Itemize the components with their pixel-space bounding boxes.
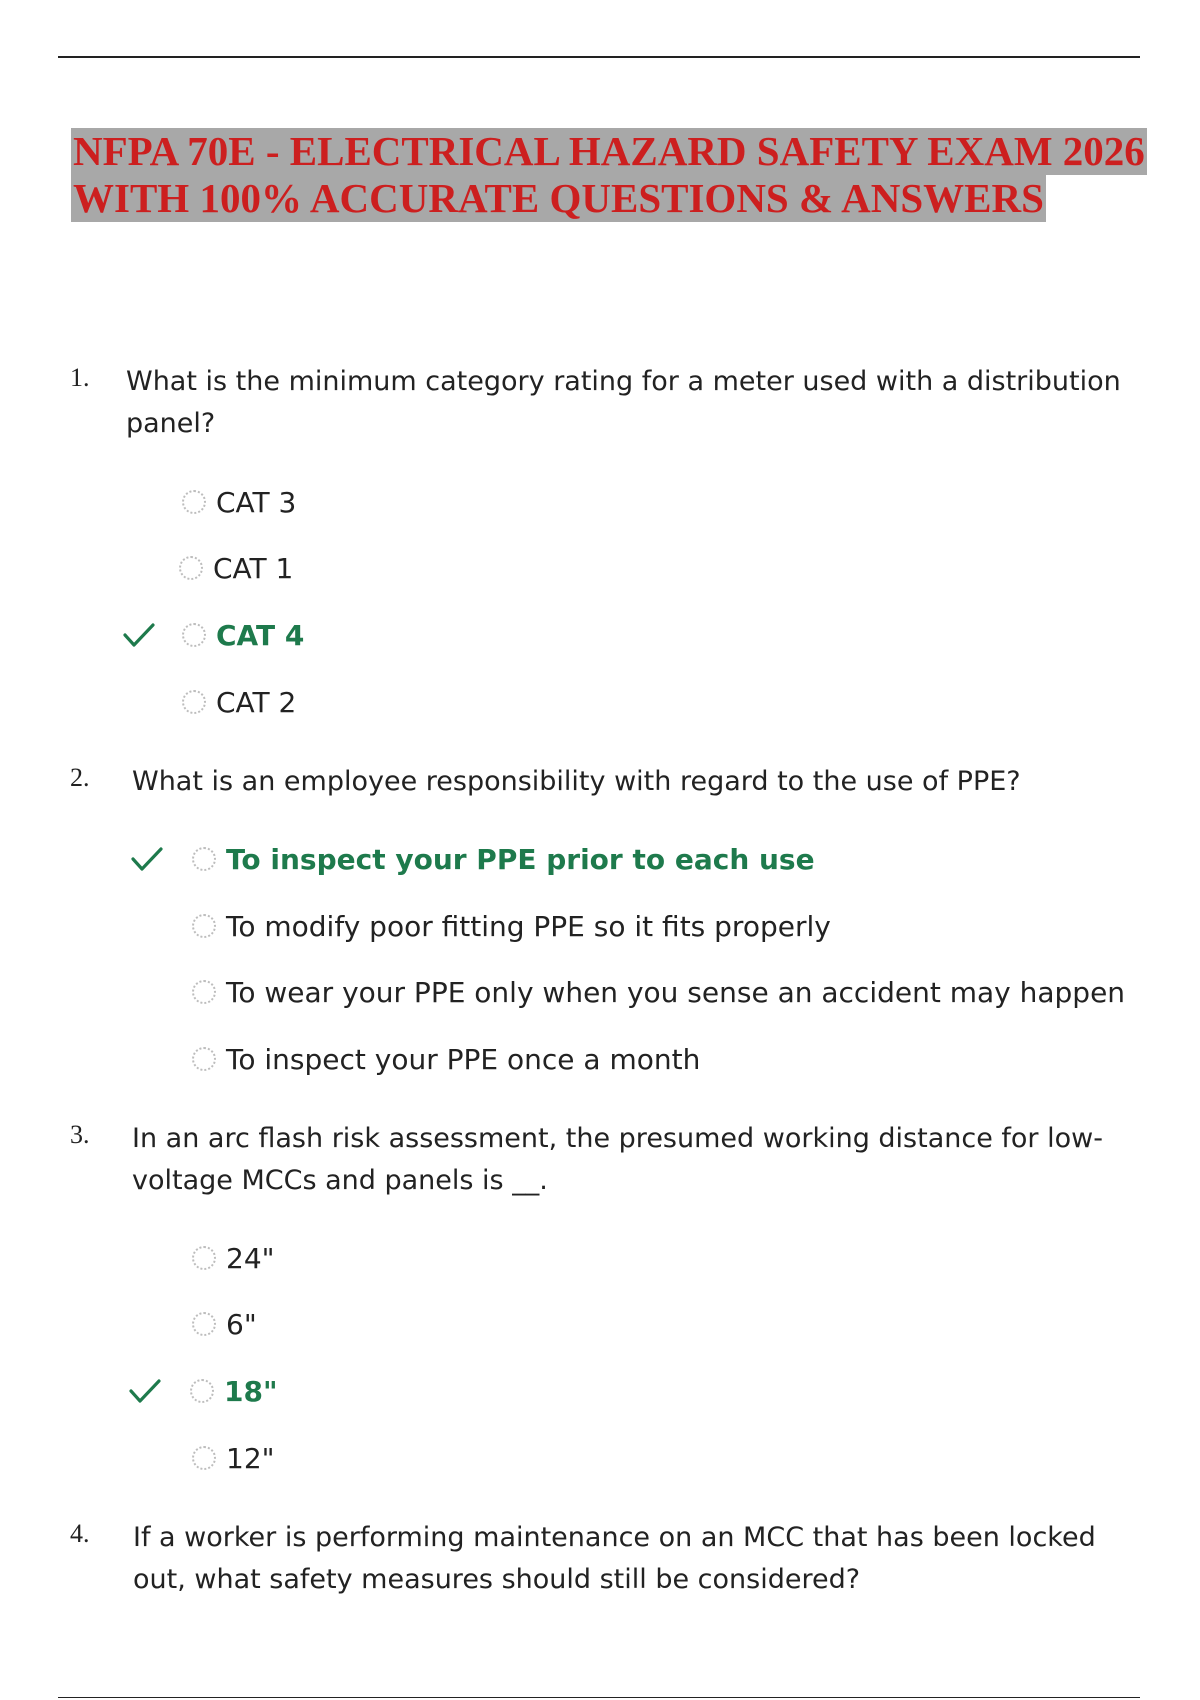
answer-option-correct[interactable] (190, 1371, 278, 1411)
answer-option[interactable] (192, 906, 831, 946)
check-icon (130, 845, 164, 873)
radio-button-icon[interactable] (192, 914, 216, 938)
answer-label: CAT 4 (216, 618, 305, 652)
answer-option[interactable] (192, 1438, 275, 1478)
answer-option[interactable] (179, 548, 293, 588)
answer-label: CAT 2 (216, 685, 297, 719)
answer-label: To modify poor fitting PPE so it fits properly (226, 909, 831, 943)
radio-button-icon[interactable] (192, 1047, 216, 1071)
question-number: 1. (70, 363, 90, 392)
answer-label: To wear your PPE only when you sense an accident may happen (226, 975, 1126, 1009)
radio-button-icon[interactable] (192, 847, 216, 871)
answer-option[interactable] (192, 1304, 257, 1344)
check-icon (122, 621, 156, 649)
radio-button-icon[interactable] (182, 490, 206, 514)
radio-button-icon[interactable] (192, 1246, 216, 1270)
radio-button-icon[interactable] (192, 1312, 216, 1336)
radio-button-icon[interactable] (182, 623, 206, 647)
check-icon (128, 1377, 162, 1405)
question-text: In an arc flash risk assessment, the presumed working distance for low-voltage MCCs and panels is __. (132, 1123, 1103, 1196)
answer-option-correct[interactable] (182, 615, 304, 655)
answer-label: CAT 1 (213, 551, 294, 585)
question-number: 3. (70, 1120, 90, 1149)
answer-label: 18" (224, 1374, 278, 1408)
radio-button-icon[interactable] (192, 1446, 216, 1470)
title-line-2: WITH 100% ACCURATE QUESTIONS & ANSWERS (73, 175, 1044, 221)
answer-label: To inspect your PPE once a month (226, 1042, 701, 1076)
answer-option[interactable] (182, 682, 296, 722)
bottom-divider (58, 1697, 1140, 1698)
answer-label: 24" (226, 1241, 275, 1275)
question-number: 4. (70, 1519, 90, 1548)
answer-label: 6" (226, 1307, 257, 1341)
document-title (71, 128, 1171, 222)
radio-button-icon[interactable] (192, 980, 216, 1004)
title-line-1: NFPA 70E - ELECTRICAL HAZARD SAFETY EXAM 2026 (73, 128, 1145, 174)
question-number: 2. (70, 763, 90, 792)
top-divider (58, 56, 1140, 58)
radio-button-icon[interactable] (182, 690, 206, 714)
answer-option[interactable] (192, 1039, 700, 1079)
question-text: If a worker is performing maintenance on an MCC that has been locked out, what safety measures should still be considered? (133, 1522, 1096, 1595)
radio-button-icon[interactable] (190, 1379, 214, 1403)
answer-option[interactable] (192, 972, 1125, 1012)
answer-option-correct[interactable] (192, 839, 815, 879)
answer-label: To inspect your PPE prior to each use (226, 842, 815, 876)
answer-option[interactable] (182, 482, 296, 522)
question-text: What is the minimum category rating for a meter used with a distribution panel? (126, 366, 1121, 439)
answer-label: 12" (226, 1441, 275, 1475)
radio-button-icon[interactable] (179, 556, 203, 580)
answer-option[interactable] (192, 1238, 275, 1278)
answer-label: CAT 3 (216, 485, 297, 519)
question-text: What is an employee responsibility with regard to the use of PPE? (132, 766, 1021, 797)
